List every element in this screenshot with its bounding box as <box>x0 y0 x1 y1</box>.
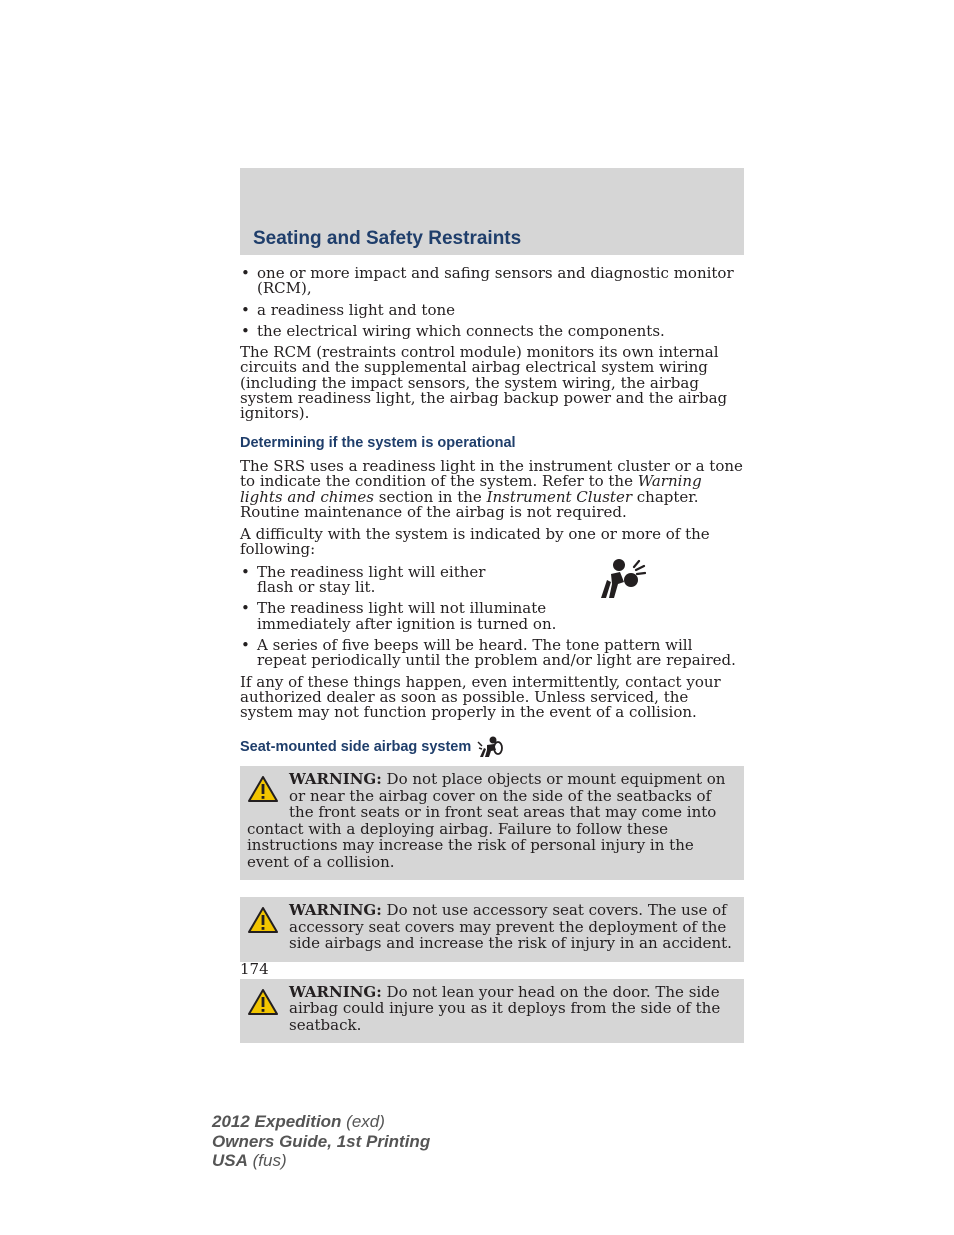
difficulty-list-wrap <box>240 562 744 670</box>
warning-label: WARNING: <box>289 982 382 1001</box>
warning-box-seat-covers <box>240 897 744 962</box>
chapter-title: Seating and Safety Restraints <box>253 228 522 249</box>
warning-triangle-icon <box>247 988 279 1016</box>
list-item: • The readiness light will either flash or stay lit. <box>240 565 517 596</box>
warning-triangle-icon <box>247 775 279 803</box>
side-airbag-icon <box>477 736 503 758</box>
warning-text: WARNING: Do not place objects or mount equipment on or near the airbag cover on the side of the seatbacks of the front seats or in front seat areas that may come into contact with a deploying airbag. Failure to follow these instructions may increase the risk of personal injury in the event of a collision. <box>247 770 726 871</box>
list-item: • The readiness light will not illuminate immediately after ignition is turned on. <box>240 601 744 632</box>
document-footer <box>212 1112 430 1171</box>
warning-lights-reference: Warning lights and chimes <box>240 472 702 506</box>
intro-bullet-list <box>240 266 744 339</box>
operational-heading: Determining if the system is operational <box>240 434 516 451</box>
instrument-cluster-reference: Instrument Cluster <box>486 487 632 506</box>
side-airbag-heading: Seat-mounted side airbag system <box>240 738 472 755</box>
warning-triangle-icon <box>247 906 279 934</box>
warning-label: WARNING: <box>289 770 382 789</box>
list-item: • one or more impact and safing sensors and diagnostic monitor (RCM), <box>240 266 744 297</box>
page-number: 174 <box>240 960 269 978</box>
srs-paragraph: The SRS uses a readiness light in the instrument cluster or a tone to indicate the condition of the system. Refer to the Warning lights and chimes section in the Instrument Cluster chapter. Routine maintenance of the airbag is not required. <box>240 456 743 521</box>
list-item: • the electrical wiring which connects the components. <box>240 324 744 339</box>
difficulty-bullet-list <box>240 562 744 670</box>
list-item: • a readiness light and tone <box>240 303 744 318</box>
warning-label: WARNING: <box>289 901 382 920</box>
footer-line-model: 2012 Expedition (exd) <box>212 1112 385 1131</box>
contact-dealer-paragraph: If any of these things happen, even intermittently, contact your authorized dealer as soon as possible. Unless serviced, the system may not function properly in the event of a collision. <box>240 672 721 722</box>
side-airbag-heading-row <box>240 736 744 758</box>
rcm-paragraph: The RCM (restraints control module) monitors its own internal circuits and the supplemental airbag electrical system wiring (including the impact sensors, the system wiring, the airbag system readiness light, the airbag backup power and the airbag ignitors). <box>240 343 728 423</box>
footer-line-guide: Owners Guide, 1st Printing <box>212 1131 431 1151</box>
warning-text: WARNING: Do not use accessory seat covers. The use of accessory seat covers may prevent the deployment of the side airbags and increase the risk of injury in an accident. <box>289 901 732 953</box>
warning-box-head-on-door <box>240 979 744 1044</box>
warning-text: WARNING: Do not lean your head on the door. The side airbag could injure you as it deploys from the side of the seatback. <box>289 982 721 1034</box>
difficulty-paragraph: A difficulty with the system is indicated by one or more of the following: <box>240 525 710 559</box>
footer-line-region: USA (fus) <box>212 1151 287 1170</box>
page-content <box>240 266 744 1043</box>
airbag-readiness-icon <box>598 558 646 600</box>
warning-box-airbag-cover <box>240 766 744 880</box>
list-item: • A series of five beeps will be heard. The tone pattern will repeat periodically until the problem and/or light are repaired. <box>240 638 744 669</box>
